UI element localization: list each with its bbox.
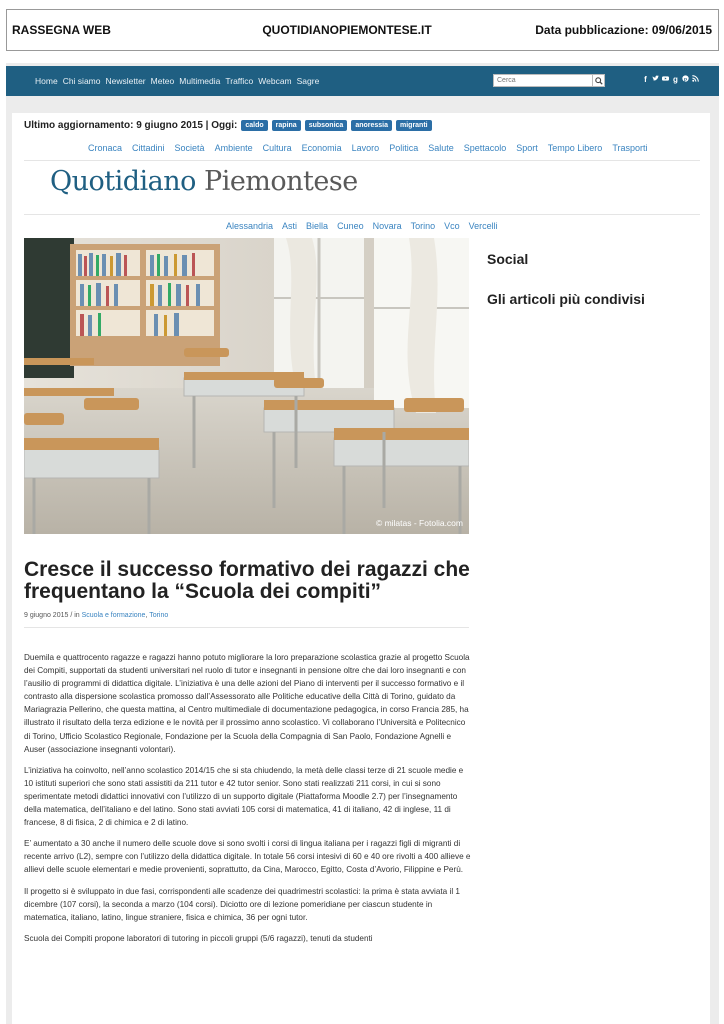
tag-anoressia[interactable]: anoressia: [351, 120, 392, 131]
category-cronaca[interactable]: Cronaca: [88, 143, 123, 153]
city-nav: [226, 221, 507, 231]
press-review-header: [6, 9, 719, 51]
update-text: Ultimo aggiornamento: 9 giugno 2015 | Oggi:: [24, 120, 238, 131]
city-novara[interactable]: Novara: [372, 221, 402, 231]
category-lavoro[interactable]: Lavoro: [351, 143, 380, 153]
top-nav-newsletter[interactable]: Newsletter: [105, 76, 146, 86]
search-input[interactable]: [494, 75, 592, 86]
meta-separator: ,: [145, 612, 150, 619]
divider: [24, 214, 700, 215]
source-site: QUOTIDIANOPIEMONTESE.IT: [262, 23, 432, 37]
press-review-label: RASSEGNA WEB: [12, 23, 111, 37]
facebook-icon[interactable]: f: [644, 75, 647, 84]
top-nav-home[interactable]: Home: [35, 76, 58, 86]
top-nav-sagre[interactable]: Sagre: [296, 76, 320, 86]
pinterest-icon[interactable]: [682, 75, 689, 84]
category-sport[interactable]: Sport: [516, 143, 538, 153]
article-body: [24, 651, 471, 953]
article-title: Cresce il successo formativo dei ragazzi che frequentano la “Scuola dei compiti”: [24, 558, 470, 603]
search-box: [493, 74, 605, 87]
sidebar-shared-heading: Gli articoli più condivisi: [487, 291, 645, 307]
category-trasporti[interactable]: Trasporti: [612, 143, 648, 153]
category-spettacolo[interactable]: Spettacolo: [463, 143, 507, 153]
article-category-scuola[interactable]: Scuola e formazione: [81, 612, 146, 619]
top-nav-traffico[interactable]: Traffico: [225, 76, 254, 86]
article-paragraph: E’ aumentato a 30 anche il numero delle scuole dove si sono svolti i corsi di lingua italiana per i ragazzi figli di migranti di recente arrivo (L2), sempre con l’utilizzo della didattica digitale. In totale 56 corsi intesivi di 60 e 40 ore rivolti a 400 allieve e allievi delle scuole elementari e medie provenienti, soprattutto, da Cina, Marocco, Egitto, Costa d’Avorio, Filippine e Perù.: [24, 839, 471, 875]
article-meta: [24, 612, 168, 619]
city-vercelli[interactable]: Vercelli: [468, 221, 498, 231]
article-date: 9 giugno 2015 / in: [24, 612, 82, 619]
classroom-illustration: [24, 238, 469, 534]
update-bar: [24, 120, 432, 131]
article-hero-image: [24, 238, 469, 534]
top-nav-multimedia[interactable]: Multimedia: [179, 76, 221, 86]
tag-rapina[interactable]: rapina: [272, 120, 301, 131]
logo-part-piemontese: Piemontese: [204, 166, 358, 197]
city-asti[interactable]: Asti: [282, 221, 298, 231]
youtube-icon[interactable]: [662, 75, 669, 84]
city-vco[interactable]: Vco: [444, 221, 460, 231]
category-cultura[interactable]: Cultura: [262, 143, 292, 153]
article-paragraph: Il progetto si è sviluppato in due fasi, corrispondenti alle scadenze dei quadrimestri scolastici: la prima è stata avviata il 1 dicembre (107 corsi), la seconda a marzo (104 corsi). Diciotto ore di lezione pomeridiane per ciascun studente in matematica, italiano, latino, lingue straniere, fisica e chimica, 36 per ogni tutor.: [24, 886, 460, 922]
twitter-icon[interactable]: [652, 75, 659, 84]
top-nav-meteo[interactable]: Meteo: [150, 76, 175, 86]
category-ambiente[interactable]: Ambiente: [214, 143, 253, 153]
site-logo[interactable]: [50, 166, 358, 197]
image-credit: © milatas - Fotolia.com: [375, 518, 463, 528]
publication-date: Data pubblicazione: 09/06/2015: [535, 23, 712, 37]
top-nav-chi-siamo[interactable]: Chi siamo: [62, 76, 101, 86]
city-biella[interactable]: Biella: [306, 221, 329, 231]
article-category-torino[interactable]: Torino: [149, 612, 169, 619]
sidebar-social-heading: Social: [487, 251, 529, 267]
category-societa[interactable]: Società: [174, 143, 205, 153]
search-icon[interactable]: [592, 75, 604, 86]
tag-caldo[interactable]: caldo: [241, 120, 267, 131]
article-paragraph: Duemila e quattrocento ragazze e ragazzi hanno potuto migliorare la loro preparazione scolastica grazie al progetto Scuola dei Compiti, supportati da studenti universitari nel ruolo di tutor e insegnanti in pensione oltre che dai loro insegnanti e con l’ausilio di programmi di didattica digitale. L’iniziativa è una delle azioni del Piano di interventi per il successo formativo e il contrasto alla dispersione scolastica promosso dall’Assessorato alle Politiche educative della Città di Torino, guidato da Mariagrazia Pellerino, che questa mattina, al Centro multimediale di documentazione pedagogica, in corso Francia 285, ha illustrato il risultato della terza edizione e le novità per il prossimo anno scolastico. Vi collaborano l’Università e Politecnico di Torino, Ufficio Scolastico Regionale, Fondazione per la Scuola della Compagnia di San Paolo, Fondazione Agnelli e Auser (associazione insegnanti volontari).: [24, 653, 470, 754]
city-cuneo[interactable]: Cuneo: [337, 221, 364, 231]
rss-icon[interactable]: [692, 75, 699, 84]
category-salute[interactable]: Salute: [428, 143, 454, 153]
svg-text:p: p: [684, 77, 687, 82]
divider: [24, 160, 700, 161]
tag-subsonica[interactable]: subsonica: [305, 120, 348, 131]
top-nav-webcam[interactable]: Webcam: [258, 76, 292, 86]
category-cittadini[interactable]: Cittadini: [132, 143, 165, 153]
article-paragraph: L’iniziativa ha coinvolto, nell’anno scolastico 2014/15 che si sta chiudendo, la metà delle classi terze di 21 scuole medie e 10 istituti superiori che sono stati assistiti da 211 tutor e 42 tutor senior. Sono stati realizzati 211 corsi, in cui si sono sperimentate metodi didattici innovativi con l’utilizzo di un supporto digitale (Piattaforma Moodle 2.7) per l’insegnamento della matematica, dell’italiano e del latino. Sono stati avviati 105 corsi di matematica, 41 di italiano, 42 di inglese, 11 di francese, 8 di fisica, 2 di chimica e 2 di latino.: [24, 765, 464, 828]
article-paragraph: Scuola dei Compiti propone laboratori di tutoring in piccoli gruppi (5/6 ragazzi), tenuti da studenti: [24, 933, 373, 943]
city-alessandria[interactable]: Alessandria: [226, 221, 274, 231]
category-politica[interactable]: Politica: [389, 143, 419, 153]
top-nav: [35, 76, 324, 86]
logo-part-quotidiano: Quotidiano: [50, 166, 196, 197]
divider: [24, 627, 469, 628]
category-tempo-libero[interactable]: Tempo Libero: [547, 143, 603, 153]
google-plus-icon[interactable]: g: [673, 75, 678, 84]
category-economia[interactable]: Economia: [301, 143, 342, 153]
top-bar: [6, 66, 719, 96]
social-icons: [642, 75, 699, 84]
category-nav: [88, 143, 658, 153]
tag-migranti[interactable]: migranti: [396, 120, 432, 131]
city-torino[interactable]: Torino: [410, 221, 436, 231]
